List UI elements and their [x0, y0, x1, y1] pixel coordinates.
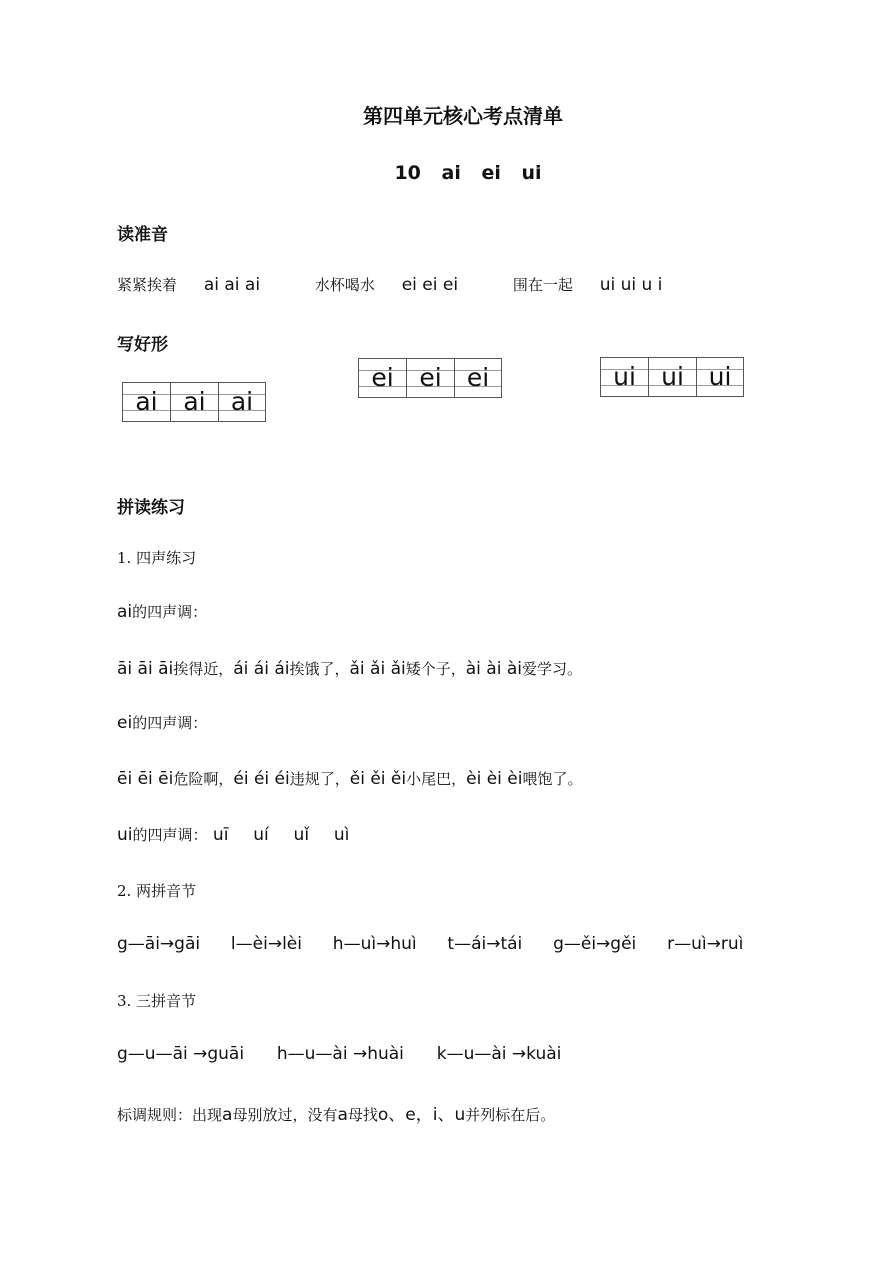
ei-label-cn: 的四声调：	[132, 714, 208, 732]
ai-tone-label	[117, 601, 207, 622]
tone-phrase: 挨得近，	[173, 660, 234, 678]
read-pinyin: ei ei ei	[401, 275, 459, 295]
tone-phrase: 危险啊，	[173, 770, 234, 788]
read-heading: 读准音	[117, 225, 168, 245]
subsection-title: 1. 四声练习	[117, 549, 197, 567]
tone-pinyin: uǐ	[293, 825, 310, 845]
read-pinyin: ai ai ai	[203, 275, 261, 295]
tone-phrase: 爱学习。	[521, 660, 582, 678]
practice-heading: 拼读练习	[117, 498, 185, 518]
ei-tone-line	[117, 768, 583, 789]
read-phrase: 围在一起	[512, 276, 573, 294]
tone-phrase: 矮个子，	[405, 660, 466, 678]
rule-text: 母找	[347, 1106, 378, 1124]
rule-text: 标调规则：出现	[117, 1106, 223, 1124]
lesson-number: 10	[394, 162, 421, 184]
read-line	[117, 274, 662, 295]
grid-cell: ei	[406, 359, 454, 397]
tone-pinyin: uí	[253, 825, 269, 845]
two-spell-line	[117, 934, 743, 954]
read-phrase: 紧紧挨着	[117, 276, 178, 294]
ui-label-cn: 的四声调：	[132, 826, 208, 844]
spell-item: t—ái→tái	[447, 934, 523, 954]
tone-pinyin: ái ái ái	[233, 659, 290, 679]
grid-cell: ui	[696, 358, 744, 396]
writing-grid-ei	[358, 358, 502, 398]
rule-letter: a	[337, 1105, 348, 1125]
lesson-title	[0, 162, 892, 184]
rule-text: 母别放过，没有	[232, 1106, 338, 1124]
writing-grid-ui	[600, 357, 744, 397]
spell-item: g—āi→gāi	[117, 934, 201, 954]
lesson-sound: ui	[521, 162, 542, 184]
spell-item: g—u—āi →guāi	[117, 1044, 245, 1064]
grid-cell: ei	[358, 359, 406, 397]
tone-pinyin: ài ài ài	[465, 659, 522, 679]
spell-item: g—ěi→gěi	[553, 934, 637, 954]
lesson-sound: ei	[481, 162, 501, 184]
rule-text: 并列标在后。	[465, 1106, 556, 1124]
ai-label-cn: 的四声调：	[132, 603, 208, 621]
grid-cell: ai	[218, 383, 266, 421]
subsection-title: 3. 三拼音节	[117, 992, 197, 1010]
ai-label-latin: ai	[117, 602, 133, 622]
grid-cell: ui	[648, 358, 696, 396]
tone-rule	[117, 1100, 555, 1125]
tone-pinyin: èi èi èi	[466, 769, 523, 789]
tone-pinyin: uì	[333, 825, 350, 845]
write-heading: 写好形	[117, 335, 168, 355]
tone-phrase: 小尾巴，	[406, 770, 467, 788]
grid-cell: ai	[170, 383, 218, 421]
page-title: 第四单元核心考点清单	[363, 104, 563, 128]
tone-pinyin: ěi ěi ěi	[349, 769, 407, 789]
spell-item: l—èi→lèi	[230, 934, 302, 954]
grid-cell: ai	[122, 383, 170, 421]
tone-phrase: 违规了，	[289, 770, 350, 788]
tone-pinyin: uī	[212, 825, 229, 845]
subsection-title: 2. 两拼音节	[117, 882, 197, 900]
rule-letters: o、e，i、u	[377, 1105, 466, 1125]
rule-letter: a	[222, 1105, 233, 1125]
lesson-sound: ai	[441, 162, 461, 184]
grid-cell: ui	[600, 358, 648, 396]
tone-pinyin: éi éi éi	[233, 769, 290, 789]
tone-pinyin: āi āi āi	[117, 659, 174, 679]
spell-item: h—uì→huì	[332, 934, 417, 954]
tone-phrase: 挨饿了，	[289, 660, 350, 678]
ui-label-latin: ui	[117, 825, 133, 845]
read-phrase: 水杯喝水	[314, 276, 375, 294]
three-spell-line	[117, 1044, 561, 1064]
writing-grid-ai	[122, 382, 266, 422]
tone-pinyin: ēi ēi ēi	[117, 769, 174, 789]
spell-item: h—u—ài →huài	[276, 1044, 404, 1064]
spell-item: r—uì→ruì	[667, 934, 744, 954]
ai-tone-line	[117, 658, 582, 679]
spell-item: k—u—ài →kuài	[436, 1044, 562, 1064]
grid-cell: ei	[454, 359, 502, 397]
ei-tone-label	[117, 712, 207, 733]
tone-pinyin: ǎi ǎi ǎi	[349, 659, 406, 679]
read-pinyin: ui ui u i	[599, 275, 663, 295]
ui-tone-line	[117, 824, 349, 845]
tone-phrase: 喂饱了。	[522, 770, 583, 788]
ei-label-latin: ei	[117, 713, 133, 733]
